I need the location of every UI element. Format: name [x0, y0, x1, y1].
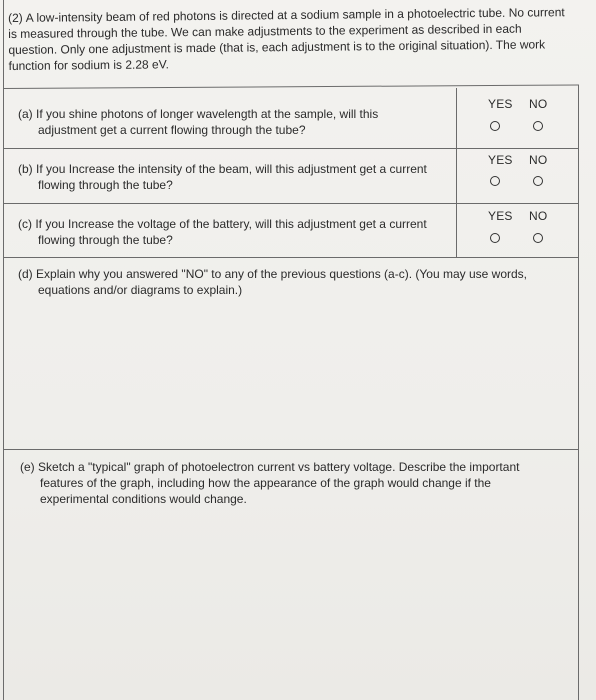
part-d [18, 266, 558, 298]
rule-top [3, 84, 579, 89]
part-c-label: (c) [18, 217, 32, 231]
part-d-label: (d) [18, 267, 33, 281]
part-b-label: (b) [18, 162, 33, 176]
part-d-text: Explain why you answered "NO" to any of the previous questions (a-c). (You may use words, equations and/or diagrams to explain.) [36, 267, 527, 297]
part-c-yes-radio[interactable] [490, 233, 500, 243]
part-b-no-radio[interactable] [533, 176, 543, 186]
part-c-no-radio[interactable] [533, 233, 543, 243]
part-e-label: (e) [20, 460, 35, 474]
rule-a [3, 148, 579, 149]
question-intro-text: A low-intensity beam of red photons is directed at a sodium sample in a photoelectric tube. No current is measured through the tube. We can make adjustments to the experiment as described in each question. Only one adjustment is made (that is, each adjustment is to the original situation). The work function for sodium is 2.28 eV. [8, 5, 565, 73]
rule-d [3, 449, 579, 450]
rule-b [3, 203, 579, 204]
part-c-yes-label: YES [488, 209, 513, 223]
part-d-answer-area[interactable] [4, 300, 577, 448]
question-number: (2) [8, 10, 23, 25]
part-a [18, 106, 438, 138]
part-c-text: If you Increase the voltage of the battery, will this adjustment get a current flowing through the tube? [35, 217, 427, 247]
part-b-yes-label: YES [488, 153, 513, 167]
part-b-yes-radio[interactable] [490, 176, 500, 186]
part-b [18, 161, 448, 193]
part-a-yes-label: YES [488, 97, 513, 111]
part-a-yes-radio[interactable] [490, 121, 500, 131]
rule-c [3, 257, 579, 258]
right-border [578, 85, 579, 700]
part-a-label: (a) [18, 107, 33, 121]
question-intro [8, 4, 574, 74]
part-e-text: Sketch a "typical" graph of photoelectron current vs battery voltage. Describe the important features of the graph, including how the appearance of the graph would change if the experimental conditions would change. [38, 460, 520, 506]
part-b-no-label: NO [529, 153, 548, 167]
part-b-text: If you Increase the intensity of the beam, will this adjustment get a current flowing through the tube? [36, 162, 427, 192]
answer-column-divider [456, 88, 457, 257]
part-e [20, 459, 550, 507]
part-c-no-label: NO [529, 209, 548, 223]
part-a-no-radio[interactable] [533, 121, 543, 131]
part-c [18, 216, 448, 248]
part-a-text: If you shine photons of longer wavelength at the sample, will this adjustment get a current flowing through the tube? [36, 107, 379, 137]
part-e-answer-area[interactable] [4, 515, 577, 699]
part-a-no-label: NO [529, 97, 548, 111]
